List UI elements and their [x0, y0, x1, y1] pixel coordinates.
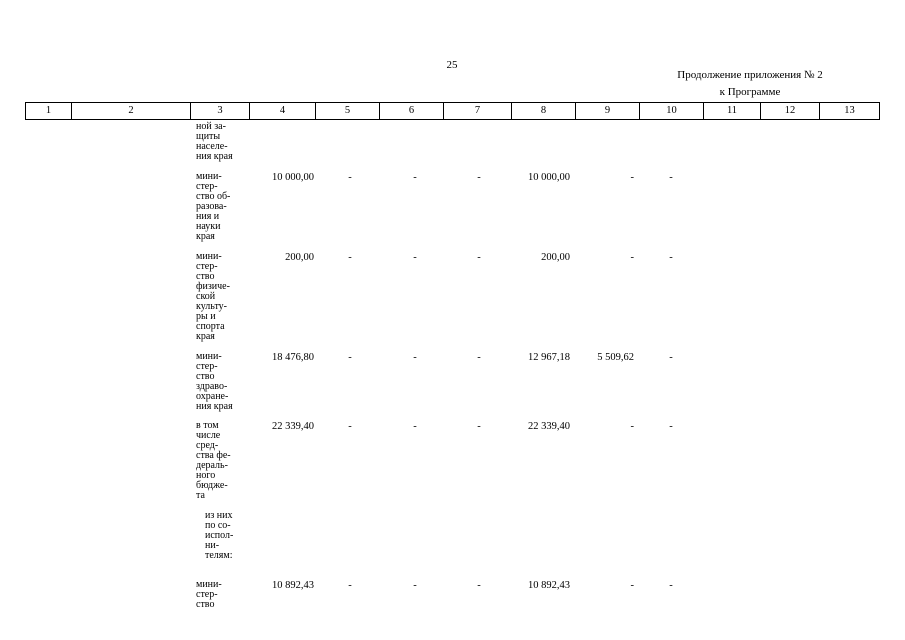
col6-value: -	[413, 252, 417, 263]
row-label-line: культу-	[196, 301, 228, 312]
column-header-10: 10	[640, 103, 704, 119]
col7-value: -	[477, 252, 481, 263]
row-label-line: из них	[205, 510, 233, 521]
col6-value: -	[413, 421, 417, 432]
column-header-9: 9	[576, 103, 640, 119]
col8-value: 12 967,18	[528, 352, 570, 363]
col7-value: -	[477, 172, 481, 183]
col8-value: 200,00	[541, 252, 570, 263]
row-label-line: края	[196, 331, 215, 342]
row-label	[205, 511, 257, 561]
row-label-line: физиче-	[196, 281, 230, 292]
col4-total: 18 476,80	[272, 352, 314, 363]
row-label-line: мини-	[196, 171, 222, 182]
row-label-line: населе-	[196, 141, 228, 152]
col4-total: 200,00	[285, 252, 314, 263]
row-label-line: спорта	[196, 321, 225, 332]
row-label-line: ния и	[196, 211, 220, 222]
row-label-line: та	[196, 490, 205, 501]
row-label-line: дераль-	[196, 460, 228, 471]
col4-total: 10 000,00	[272, 172, 314, 183]
row-label-line: ния края	[196, 401, 233, 412]
col9-value: 5 509,62	[597, 352, 634, 363]
column-header-11: 11	[704, 103, 761, 119]
row-label-line: мини-	[196, 351, 222, 362]
appendix-continuation-title: Продолжение приложения № 2	[677, 69, 823, 81]
col10-value: -	[669, 252, 673, 263]
column-header-8: 8	[512, 103, 576, 119]
row-label-line: науки	[196, 221, 221, 232]
col10-value: -	[669, 421, 673, 432]
col10-value: -	[669, 172, 673, 183]
row-label-line: бюдже-	[196, 480, 228, 491]
appendix-continuation-subtitle: к Программе	[719, 86, 781, 98]
column-header-3: 3	[191, 103, 250, 119]
row-label-line: ство	[196, 271, 215, 282]
row-label-line: стер-	[196, 361, 218, 372]
col7-value: -	[477, 352, 481, 363]
col9-value: -	[630, 172, 634, 183]
col10-value: -	[669, 580, 673, 591]
column-header-5: 5	[316, 103, 380, 119]
col5-value: -	[348, 172, 352, 183]
row-label-line: мини-	[196, 251, 222, 262]
row-label-line: щиты	[196, 131, 221, 142]
row-label	[196, 252, 248, 342]
col9-value: -	[630, 252, 634, 263]
row-label	[196, 421, 248, 501]
col6-value: -	[413, 172, 417, 183]
column-header-12: 12	[761, 103, 820, 119]
row-label-line: испол-	[205, 530, 234, 541]
row-label-line: охране-	[196, 391, 229, 402]
row-label-line: стер-	[196, 589, 218, 600]
col4-total: 22 339,40	[272, 421, 314, 432]
row-label-line: ства фе-	[196, 450, 231, 461]
column-header-1: 1	[26, 103, 72, 119]
col7-value: -	[477, 421, 481, 432]
col8-value: 10 000,00	[528, 172, 570, 183]
row-label-line: ры и	[196, 311, 216, 322]
row-label-line: ного	[196, 470, 216, 481]
row-label-line: числе	[196, 430, 221, 441]
row-label	[196, 352, 248, 412]
row-label-line: здраво-	[196, 381, 228, 392]
row-label-line: ской	[196, 291, 216, 302]
col6-value: -	[413, 580, 417, 591]
table-header-row	[25, 102, 880, 120]
row-label	[196, 122, 248, 162]
row-label-line: края	[196, 231, 215, 242]
col8-value: 22 339,40	[528, 421, 570, 432]
column-header-2: 2	[72, 103, 191, 119]
row-label-line: ство об-	[196, 191, 231, 202]
column-header-4: 4	[250, 103, 316, 119]
col5-value: -	[348, 252, 352, 263]
row-label-line: телям:	[205, 550, 233, 561]
row-label-line: ни-	[205, 540, 220, 551]
row-label-line: мини-	[196, 579, 222, 590]
column-header-13: 13	[844, 105, 855, 116]
col5-value: -	[348, 421, 352, 432]
col9-value: -	[630, 421, 634, 432]
page-number: 25	[446, 59, 458, 71]
row-label-line: ство	[196, 371, 215, 382]
row-label-line: ной за-	[196, 121, 226, 132]
col10-value: -	[669, 352, 673, 363]
col5-value: -	[348, 352, 352, 363]
col7-value: -	[477, 580, 481, 591]
col4-total: 10 892,43	[272, 580, 314, 591]
row-label-line: ство	[196, 599, 215, 610]
row-label-line: по со-	[205, 520, 231, 531]
row-label-line: стер-	[196, 261, 218, 272]
row-label-line: сред-	[196, 440, 219, 451]
row-label	[196, 580, 248, 610]
col9-value: -	[630, 580, 634, 591]
row-label-line: ния края	[196, 151, 233, 162]
col5-value: -	[348, 580, 352, 591]
col8-value: 10 892,43	[528, 580, 570, 591]
row-label	[196, 172, 248, 242]
column-header-6: 6	[380, 103, 444, 119]
col6-value: -	[413, 352, 417, 363]
column-header-7: 7	[444, 103, 512, 119]
row-label-line: разова-	[196, 201, 227, 212]
row-label-line: стер-	[196, 181, 218, 192]
row-label-line: в том	[196, 420, 219, 431]
